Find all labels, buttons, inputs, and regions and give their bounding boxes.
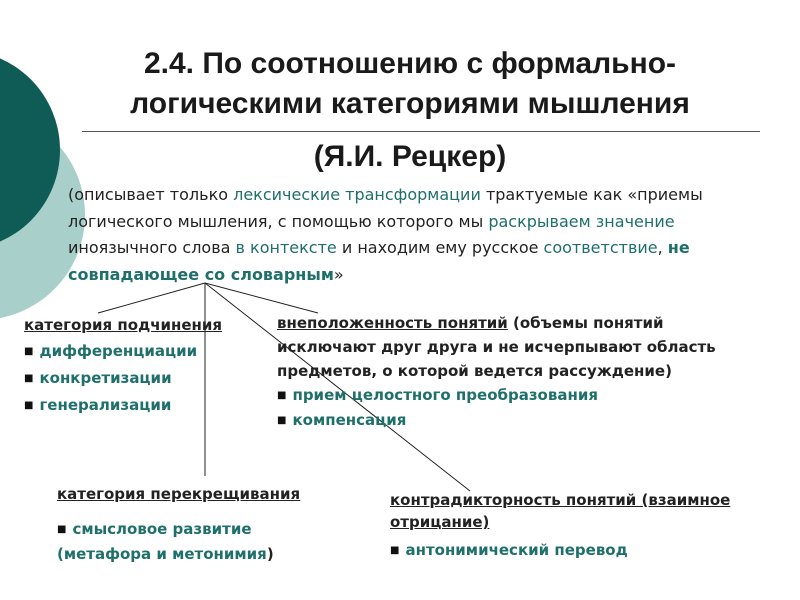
title-line-1: 2.4. По соотношению с формально- xyxy=(143,47,677,80)
spacer xyxy=(57,507,347,517)
intro-text-1: (описывает только xyxy=(68,185,234,204)
list-item-label: прием целостного преобразования xyxy=(292,386,598,404)
exclusion-block xyxy=(277,311,767,433)
intro-highlight-correspondence: соответствие xyxy=(543,238,658,257)
intro-highlight-lexical: лексические трансформации xyxy=(233,185,481,204)
title-line-2: логическими категориями мышления xyxy=(130,87,690,120)
list-item xyxy=(24,338,254,365)
intro-text-5: , xyxy=(657,238,668,257)
intro-text-3: иноязычного слова xyxy=(68,238,236,257)
list-item xyxy=(24,365,254,392)
list-item-label: антонимический перевод xyxy=(405,541,628,559)
intersection-block xyxy=(57,482,347,567)
exclusion-text xyxy=(277,311,767,383)
exclusion-description: (объемы понятий исключают друг друга и не исчерпывают область предметов, о которой ведется рассуждение) xyxy=(277,314,716,380)
intro-highlight-not-dictionary: не совпадающее со словарным xyxy=(68,238,690,284)
closing-paren: ) xyxy=(266,545,274,563)
bullet-icon: ■ xyxy=(24,400,34,411)
list-item xyxy=(277,408,767,433)
bullet-icon: ■ xyxy=(277,390,287,401)
list-item xyxy=(390,539,790,562)
slide-title xyxy=(80,44,740,124)
bullet-icon: ■ xyxy=(24,346,34,357)
bullet-icon: ■ xyxy=(390,545,400,556)
intro-paragraph xyxy=(68,182,758,288)
exclusion-heading: внеположенность понятий xyxy=(277,314,508,332)
subordination-block xyxy=(24,312,254,419)
list-item-label: смысловое развитие xyxy=(72,520,252,538)
list-item-continuation xyxy=(57,542,347,567)
list-item-label: дифференциации xyxy=(39,342,198,360)
contradiction-heading: контрадикторность понятий (взаимное отрицание) xyxy=(390,491,731,531)
author-name: (Я.И. Рецкер) xyxy=(313,140,507,173)
intro-highlight-reveal: раскрываем значение xyxy=(488,211,675,231)
list-item-label: генерализации xyxy=(39,396,172,414)
list-item-label: конкретизации xyxy=(39,369,172,387)
list-item xyxy=(277,383,767,408)
subordination-heading: категория подчинения xyxy=(24,316,223,334)
intro-highlight-context: в контексте xyxy=(235,238,337,257)
intro-text-2: трактуемые как «приемы логического мышления, с помощью которого мы xyxy=(68,185,703,231)
intersection-heading: категория перекрещивания xyxy=(57,485,301,503)
contradiction-block xyxy=(390,489,790,562)
bullet-icon: ■ xyxy=(57,524,67,535)
list-item-label: компенсация xyxy=(292,411,407,429)
list-item xyxy=(57,517,347,542)
list-item xyxy=(24,392,254,419)
intro-text-6: » xyxy=(333,264,344,284)
bullet-icon: ■ xyxy=(277,415,287,426)
bullet-icon: ■ xyxy=(24,373,34,384)
intro-text-4: и находим ему русское xyxy=(336,238,544,257)
list-item-label-2: (метафора и метонимия xyxy=(57,545,267,563)
title-divider xyxy=(82,131,760,132)
